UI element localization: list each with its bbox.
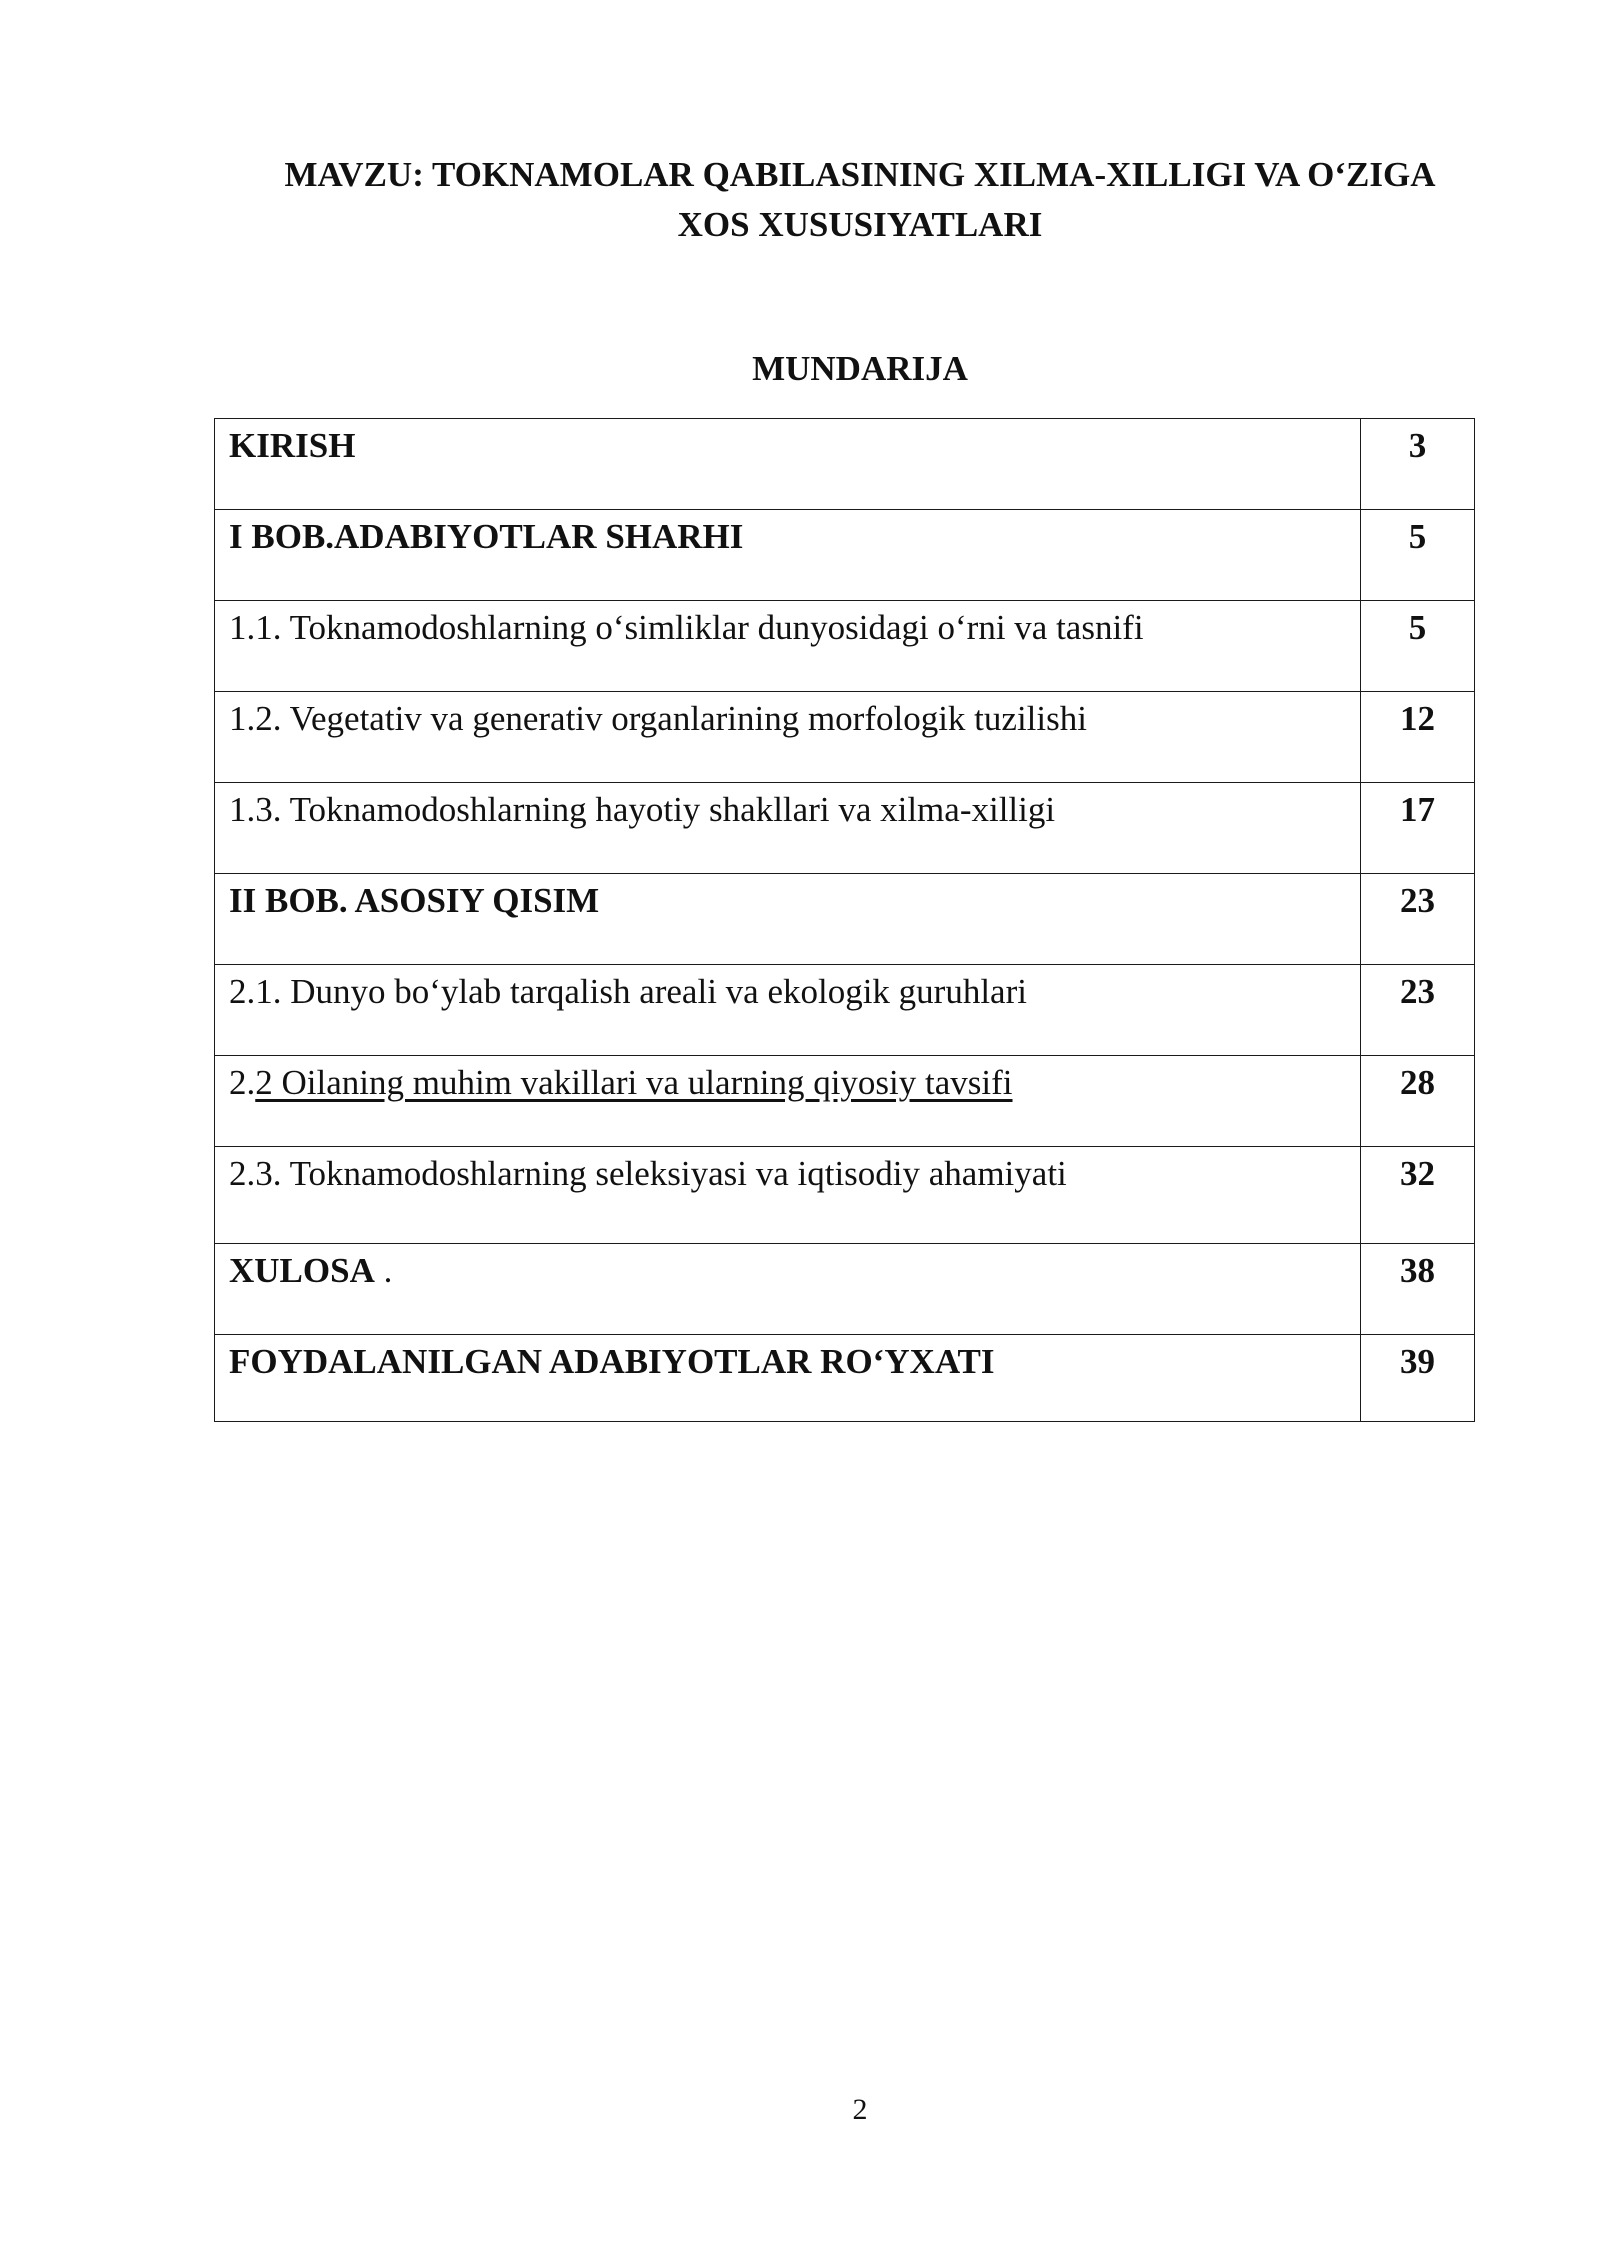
toc-row-section-2-1[interactable] <box>215 965 1475 1056</box>
toc-row-section-2-3[interactable] <box>215 1147 1475 1244</box>
toc-entry-title-link[interactable]: 2 Oilaning muhim vakillari va ularning qiyosiy tavsifi <box>255 1063 1013 1102</box>
toc-entry-page: 5 <box>1361 510 1475 601</box>
table-of-contents <box>214 418 1475 1422</box>
toc-entry-page: 32 <box>1361 1147 1475 1244</box>
toc-entry-title: 2.1. Dunyo bo‘ylab tarqalish areali va ekologik guruhlari <box>215 965 1361 1056</box>
toc-entry-page: 23 <box>1361 874 1475 965</box>
toc-row-chapter-1[interactable] <box>215 510 1475 601</box>
toc-heading: MUNDARIJA <box>752 349 968 388</box>
toc-entry-title: 2.3. Toknamodoshlarning seleksiyasi va iqtisodiy ahamiyati <box>215 1147 1361 1244</box>
toc-entry-title <box>215 1244 1361 1335</box>
toc-entry-title: II BOB. ASOSIY QISIM <box>215 874 1361 965</box>
toc-entry-page: 5 <box>1361 601 1475 692</box>
page-title <box>200 150 1520 250</box>
toc-entry-title: FOYDALANILGAN ADABIYOTLAR RO‘YXATI <box>215 1335 1361 1422</box>
toc-entry-title: 1.1. Toknamodoshlarning o‘simliklar dunyosidagi o‘rni va tasnifi <box>215 601 1361 692</box>
toc-entry-title: I BOB.ADABIYOTLAR SHARHI <box>215 510 1361 601</box>
toc-entry-title-suffix: . <box>374 1251 393 1290</box>
toc-row-kirish[interactable] <box>215 419 1475 510</box>
toc-row-xulosa[interactable] <box>215 1244 1475 1335</box>
toc-entry-page: 3 <box>1361 419 1475 510</box>
toc-row-section-1-1[interactable] <box>215 601 1475 692</box>
page-title-line-2: XOS XUSUSIYATLARI <box>677 205 1043 244</box>
toc-entry-page: 28 <box>1361 1056 1475 1147</box>
page-number: 2 <box>852 2093 868 2126</box>
toc-entry-page: 38 <box>1361 1244 1475 1335</box>
toc-entry-page: 17 <box>1361 783 1475 874</box>
toc-entry-page: 39 <box>1361 1335 1475 1422</box>
page-title-line-1: MAVZU: TOKNAMOLAR QABILASINING XILMA-XILLIGI VA O‘ZIGA <box>284 155 1436 194</box>
toc-row-section-1-3[interactable] <box>215 783 1475 874</box>
toc-row-section-1-2[interactable] <box>215 692 1475 783</box>
toc-entry-page: 12 <box>1361 692 1475 783</box>
toc-row-chapter-2[interactable] <box>215 874 1475 965</box>
toc-entry-title <box>215 1056 1361 1147</box>
toc-entry-title-prefix: 2. <box>229 1063 256 1102</box>
toc-row-references[interactable] <box>215 1335 1475 1422</box>
toc-row-section-2-2[interactable] <box>215 1056 1475 1147</box>
toc-entry-title: KIRISH <box>215 419 1361 510</box>
toc-entry-title: 1.2. Vegetativ va generativ organlarining morfologik tuzilishi <box>215 692 1361 783</box>
toc-entry-title-text: XULOSA <box>229 1251 375 1290</box>
toc-entry-page: 23 <box>1361 965 1475 1056</box>
toc-entry-title: 1.3. Toknamodoshlarning hayotiy shakllari va xilma-xilligi <box>215 783 1361 874</box>
